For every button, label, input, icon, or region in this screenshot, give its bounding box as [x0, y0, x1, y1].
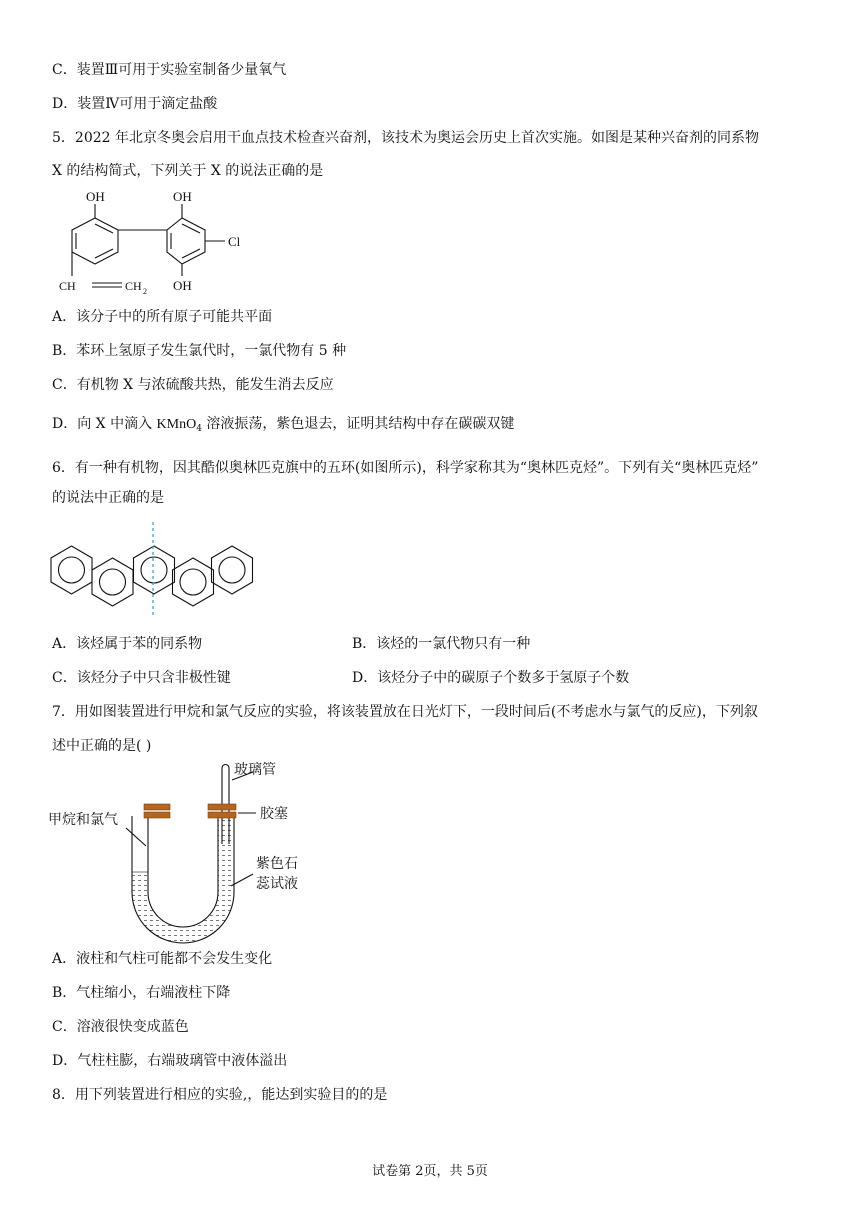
q5-option-a: A．该分子中的所有原子可能共平面: [52, 309, 273, 325]
q7-option-a: A．液柱和气柱可能都不会发生变化: [52, 951, 273, 967]
q4-option-c: C．装置Ⅲ可用于实验室制备少量氧气: [52, 62, 287, 78]
q5-stem-line1: 5．2022 年北京冬奥会启用干血点技术检查兴奋剂，该技术为奥运会历史上首次实施。如图是某种兴奋剂的同系物: [52, 130, 759, 146]
q7-litmus-label-1: 紫色石: [256, 856, 298, 872]
q4-option-d: D．装置Ⅳ可用于滴定盐酸: [52, 96, 218, 112]
q5-ch2-label: CH: [125, 279, 142, 293]
q6-olympic-hydrocarbon-figure: [50, 522, 255, 617]
q6-stem-line2: 的说法中正确的是: [52, 490, 164, 506]
q7-stem-line2: 述中正确的是( ): [52, 738, 152, 754]
q5-stem-line2: X 的结构简式，下列关于 X 的说法正确的是: [52, 163, 324, 179]
q7-stopper-left: [144, 804, 170, 818]
q7-option-c: C．溶液很快变成蓝色: [52, 1019, 189, 1035]
q7-apparatus-figure: [48, 758, 318, 944]
q5-kmno4-subscript: 4: [196, 424, 202, 434]
q5-oh-label-c: OH: [173, 278, 192, 293]
q5-kmno4-formula: KMnO: [156, 417, 197, 432]
q5-cl-label: Cl: [228, 234, 241, 249]
q7-litmus-label-2: 蕊试液: [256, 876, 298, 892]
q5-structure-figure: [40, 186, 260, 296]
q5-ch2-subscript: 2: [143, 287, 147, 296]
q7-glass-tube-label: 玻璃管: [234, 762, 276, 778]
q7-option-d: D．气柱柱膨，右端玻璃管中液体溢出: [52, 1053, 288, 1069]
q7-option-b: B．气柱缩小，右端液柱下降: [52, 985, 231, 1001]
q5-oh-label-b: OH: [173, 189, 192, 204]
q5-option-d-prefix: D．向 X 中滴入: [52, 416, 157, 432]
q7-gas-label: 甲烷和氯气: [48, 812, 118, 828]
q6-option-d: D．该烃分子中的碳原子个数多于氢原子个数: [352, 670, 630, 686]
q6-option-b: B．该烃的一氯代物只有一种: [352, 636, 531, 652]
q6-stem-line1: 6．有一种有机物，因其酷似奥林匹克旗中的五环(如图所示)，科学家称其为“奥林匹克烃”。下列有关“奥林匹克烃”: [52, 460, 759, 476]
q8-stem: 8．用下列装置进行相应的实验,，能达到实验目的的是: [52, 1087, 388, 1103]
q6-option-a: A．该烃属于苯的同系物: [52, 636, 203, 652]
q5-oh-label-a: OH: [86, 189, 105, 204]
q5-vinyl-ch-label: CH: [59, 279, 76, 293]
q5-option-b: B．苯环上氢原子发生氯代时，一氯代物有 5 种: [52, 343, 347, 359]
q6-option-c: C．该烃分子中只含非极性键: [52, 670, 231, 686]
q7-stem-line1: 7．用如图装置进行甲烷和氯气反应的实验，将该装置放在日光灯下，一段时间后(不考虑水与氯气的反应)，下列叙: [52, 704, 758, 720]
q5-option-c: C．有机物 X 与浓硫酸共热，能发生消去反应: [52, 377, 334, 393]
q5-option-d: [52, 414, 514, 439]
q7-stopper-label: 胶塞: [260, 806, 288, 822]
q5-option-d-suffix: 溶液振荡，紫色退去，证明其结构中存在碳碳双键: [201, 416, 515, 432]
page-footer: 试卷第 2页，共 5页: [372, 1164, 488, 1179]
